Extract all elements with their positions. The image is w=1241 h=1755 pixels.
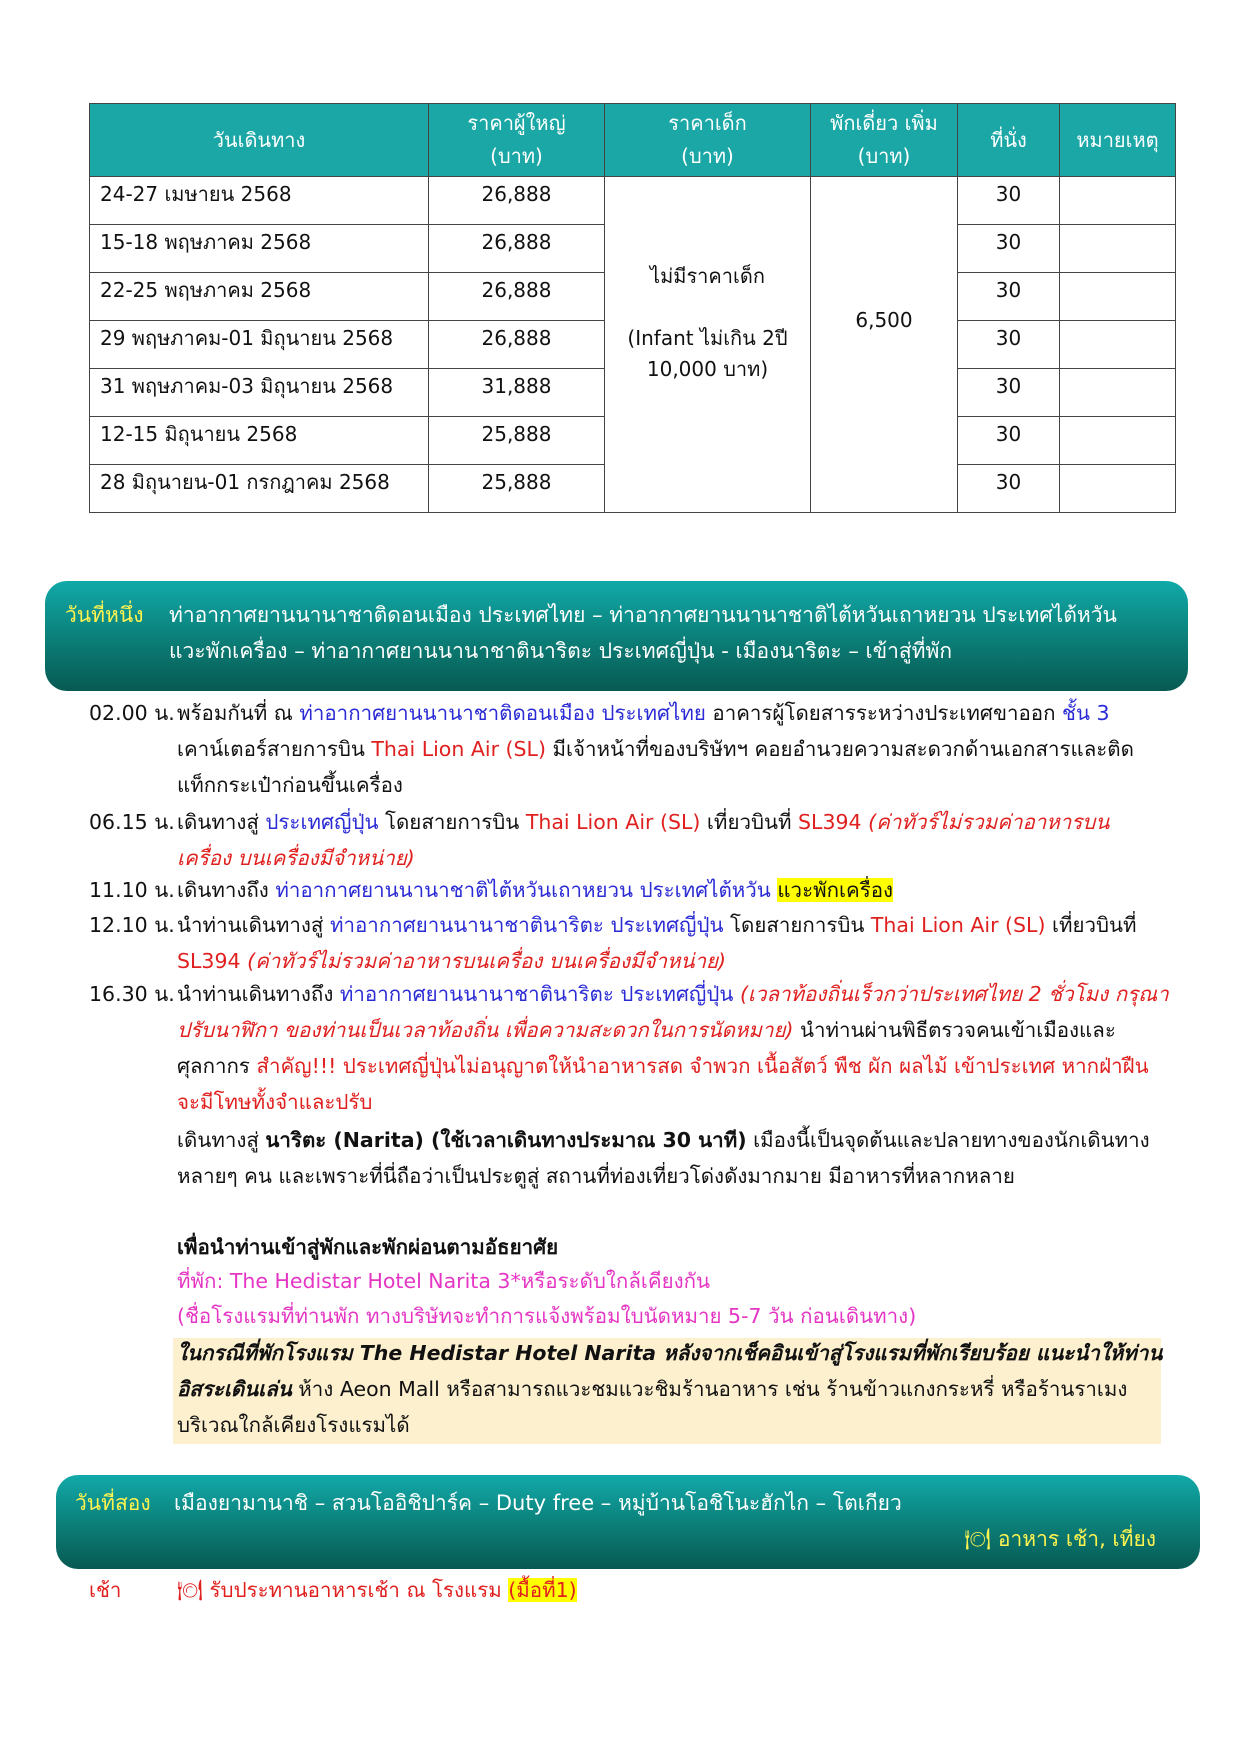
text: หลายๆ คน และเพราะที่นี่ถือว่าเป็นประตูสู่ สถานที่ท่องเที่ยวโด่งดังมากมาย มีอาหารที่หลากหลาย: [177, 1164, 1015, 1188]
date-cell: 22-25 พฤษภาคม 2568: [90, 273, 429, 321]
text: บริเวณใกล้เคียงโรงแรมได้: [177, 1413, 410, 1437]
time-label: 02.00 น.: [89, 701, 175, 725]
remarks-cell: [1060, 225, 1176, 273]
meal-icon: 🍽: [177, 1578, 204, 1602]
day1-label: วันที่หนึ่ง: [65, 603, 144, 627]
table-header-row: [90, 104, 1176, 177]
seats-cell: 30: [958, 273, 1060, 321]
seats-cell: 30: [958, 417, 1060, 465]
airline-name: Thai Lion Air (SL): [870, 913, 1046, 937]
time-label: 11.10 น.: [89, 878, 175, 902]
warning: สำคัญ!!! ประเทศญี่ปุ่นไม่อนุญาตให้นำอาหารสด จำพวก เนื้อสัตว์ พืช ผัก ผลไม้ เข้าประเทศ หากฝ่าฝืน: [256, 1054, 1149, 1078]
place-name: ประเทศญี่ปุ่น: [265, 810, 379, 834]
text: เที่ยวบินที่: [700, 810, 799, 834]
free-time-note: [177, 1335, 1167, 1443]
date-cell: 15-18 พฤษภาคม 2568: [90, 225, 429, 273]
narita-paragraph: [177, 1122, 1177, 1194]
stopover-highlight: แวะพักเครื่อง: [777, 878, 894, 902]
col-header-single-supplement: พักเดี่ยว เพิ่ม (บาท): [811, 104, 958, 177]
text: อาคารผู้โดยสารระหว่างประเทศขาออก: [705, 701, 1063, 725]
price-cell: 25,888: [429, 417, 605, 465]
day1-banner: [45, 581, 1188, 691]
price-cell: 26,888: [429, 321, 605, 369]
note: เครื่อง บนเครื่องมีจำหน่าย): [177, 846, 415, 870]
note: (เวลาท้องถิ่นเร็วกว่าประเทศไทย 2 ชั่วโมง กรุณา: [733, 982, 1169, 1006]
destination: นาริตะ (Narita) (ใช้เวลาเดินทางประมาณ 30 นาที): [265, 1128, 747, 1152]
remarks-cell: [1060, 321, 1176, 369]
text: เมืองนี้เป็นจุดต้นและปลายทางของนักเดินทาง: [746, 1128, 1150, 1152]
note: (ค่าทัวร์ไม่รวมค่าอาหารบนเครื่อง บนเครื่องมีจำหน่าย): [240, 949, 727, 973]
seats-cell: 30: [958, 177, 1060, 225]
remarks-cell: [1060, 177, 1176, 225]
text: แท็กกระเป๋าก่อนขึ้นเครื่อง: [177, 773, 403, 797]
itinerary-text: [177, 976, 1177, 1120]
hotel-name: ที่พัก: The Hedistar Hotel Narita 3*หรือระดับใกล้เคียงกัน: [177, 1269, 711, 1293]
breakfast-line: [177, 1572, 577, 1608]
place-name: ท่าอากาศยานนานาชาตินาริตะ ประเทศญี่ปุ่น: [339, 982, 734, 1006]
col-header-seats: ที่นั่ง: [958, 104, 1060, 177]
time-label: 12.10 น.: [89, 913, 175, 937]
price-cell: 26,888: [429, 273, 605, 321]
floor-label: ชั้น 3: [1062, 701, 1110, 725]
day2-banner: [56, 1475, 1200, 1569]
date-cell: 12-15 มิถุนายน 2568: [90, 417, 429, 465]
remarks-cell: [1060, 465, 1176, 513]
price-table: [89, 103, 1176, 513]
date-cell: 24-27 เมษายน 2568: [90, 177, 429, 225]
text: โดยสายการบิน: [378, 810, 526, 834]
date-cell: 31 พฤษภาคม-03 มิถุนายน 2568: [90, 369, 429, 417]
text: ห้าง Aeon Mall หรือสามารถแวะชมแวะชิมร้านอาหาร เช่น ร้านข้าวแกงกระหรี่ หรือร้านราเมง: [291, 1377, 1128, 1401]
text: ในกรณีที่พักโรงแรม The Hedistar Hotel Narita หลังจากเช็คอินเข้าสู่โรงแรมที่พักเรียบร้อย แนะนำให้ท่าน: [177, 1341, 1163, 1365]
text: นำท่านเดินทางถึง: [177, 982, 340, 1006]
seats-cell: 30: [958, 369, 1060, 417]
single-supplement-cell: 6,500: [811, 177, 958, 513]
text: โดยสายการบิน: [723, 913, 871, 937]
day1-title-line1: ท่าอากาศยานนานาชาติดอนเมือง ประเทศไทย – ท่าอากาศยานนานาชาติไต้หวันเถาหยวน ประเทศไต้หวัน: [169, 603, 1117, 627]
flight-number: SL394: [798, 810, 862, 834]
note: ปรับนาฬิกา ของท่านเป็นเวลาท้องถิ่น เพื่อความสะดวกในการนัดหมาย): [177, 1018, 794, 1042]
itinerary-text: [177, 804, 1177, 876]
hotel-note: (ชื่อโรงแรมที่ท่านพัก ทางบริษัทจะทำการแจ้งพร้อมใบนัดหมาย 5-7 วัน ก่อนเดินทาง): [177, 1304, 917, 1328]
text: เดินทางสู่: [177, 1128, 266, 1152]
price-cell: 25,888: [429, 465, 605, 513]
seats-cell: 30: [958, 321, 1060, 369]
text: พร้อมกันที่ ณ: [177, 701, 300, 725]
price-cell: 31,888: [429, 369, 605, 417]
warning: จะมีโทษทั้งจำและปรับ: [177, 1090, 373, 1114]
text: เดินทางสู่: [177, 810, 266, 834]
rest-heading: เพื่อนำท่านเข้าสู่พักและพักผ่อนตามอัธยาศัย: [177, 1235, 559, 1259]
remarks-cell: [1060, 369, 1176, 417]
text: เคาน์เตอร์สายการบิน: [177, 737, 372, 761]
meal-number: (มื้อที่1): [508, 1578, 577, 1602]
place-name: ท่าอากาศยานนานาชาตินาริตะ ประเทศญี่ปุ่น: [329, 913, 724, 937]
breakfast-label: เช้า: [89, 1578, 122, 1602]
price-cell: 26,888: [429, 225, 605, 273]
itinerary-text: [177, 695, 1177, 803]
text: มีเจ้าหน้าที่ของบริษัทฯ คอยอำนวยความสะดวกด้านเอกสารและติด: [545, 737, 1134, 761]
date-cell: 29 พฤษภาคม-01 มิถุนายน 2568: [90, 321, 429, 369]
child-price-cell: ไม่มีราคาเด็ก (Infant ไม่เกิน 2ปี 10,000 บาท): [605, 177, 811, 513]
day2-title: เมืองยามานาชิ – สวนโออิชิปาร์ค – Duty free – หมู่บ้านโอชิโนะฮักไก – โตเกียว: [174, 1491, 902, 1515]
day1-title-line2: แวะพักเครื่อง – ท่าอากาศยานนานาชาตินาริตะ ประเทศญี่ปุ่น - เมืองนาริตะ – เข้าสู่ที่พัก: [169, 639, 953, 663]
text: อิสระเดินเล่น: [177, 1377, 292, 1401]
text: เดินทางถึง: [177, 878, 276, 902]
flight-number: SL394: [177, 949, 241, 973]
remarks-cell: [1060, 273, 1176, 321]
date-cell: 28 มิถุนายน-01 กรกฎาคม 2568: [90, 465, 429, 513]
place-name: ท่าอากาศยานนานาชาติดอนเมือง ประเทศไทย: [299, 701, 706, 725]
remarks-cell: [1060, 417, 1176, 465]
text: เที่ยวบินที่: [1045, 913, 1137, 937]
airline-name: Thai Lion Air (SL): [525, 810, 701, 834]
itinerary-text: [177, 907, 1177, 979]
time-label: 16.30 น.: [89, 982, 175, 1006]
text: รับประทานอาหารเช้า ณ โรงแรม: [203, 1578, 509, 1602]
text: นำท่านผ่านพิธีตรวจคนเข้าเมืองและ: [793, 1018, 1116, 1042]
price-cell: 26,888: [429, 177, 605, 225]
col-header-adult-price: ราคาผู้ใหญ่ (บาท): [429, 104, 605, 177]
seats-cell: 30: [958, 225, 1060, 273]
seats-cell: 30: [958, 465, 1060, 513]
col-header-child-price: ราคาเด็ก (บาท): [605, 104, 811, 177]
table-row: [90, 177, 1176, 225]
note: (ค่าทัวร์ไม่รวมค่าอาหารบน: [861, 810, 1110, 834]
text: นำท่านเดินทางสู่: [177, 913, 330, 937]
col-header-remarks: หมายเหตุ: [1060, 104, 1176, 177]
itinerary-text: [177, 872, 1177, 908]
place-name: ท่าอากาศยานนานาชาติไต้หวันเถาหยวน ประเทศไต้หวัน: [275, 878, 771, 902]
airline-name: Thai Lion Air (SL): [371, 737, 546, 761]
col-header-date: วันเดินทาง: [90, 104, 429, 177]
time-label: 06.15 น.: [89, 810, 175, 834]
day2-label: วันที่สอง: [75, 1491, 151, 1515]
day2-meals: 🍽 อาหาร เช้า, เที่ยง: [964, 1527, 1156, 1551]
text: ศุลกากร: [177, 1054, 257, 1078]
